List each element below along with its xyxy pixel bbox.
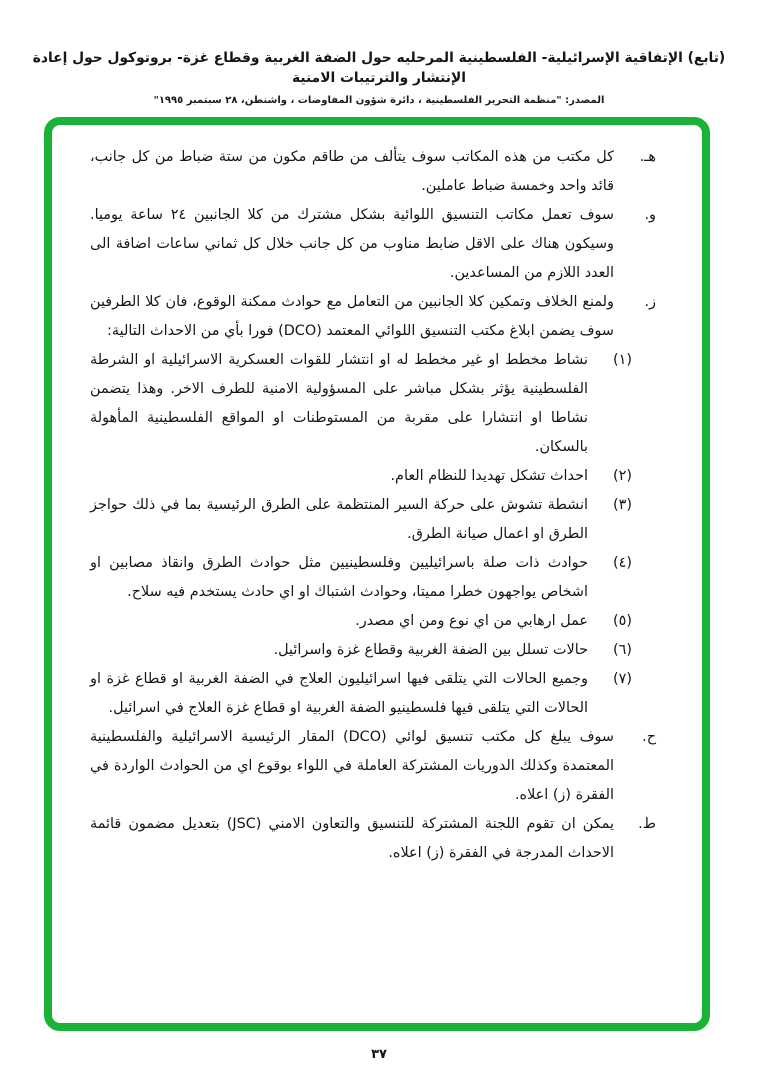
- item-marker: ز.: [644, 294, 656, 310]
- page-title: (تابع) الإتفاقية الإسرائيلية- الفلسطينية المرحليه حول الضفة الغربية وقطاع غزة- بروتوكول حول إعادة الإنتشار والترتيبات الامنية: [32, 50, 726, 86]
- item-text: ولمنع الخلاف وتمكين كلا الجانبين من التعامل مع حوادث ممكنة الوقوع، فان كلا الطرفين سوف يضمن ابلاغ مكتب التنسيق اللوائي المعتمد (DCO) فورا بأي من الاحداث التالية:: [90, 294, 614, 339]
- list-item: [90, 491, 656, 549]
- item-text: حالات تسلل بين الضفة الغربية وقطاع غزة واسرائيل.: [273, 642, 588, 658]
- list-item: [90, 462, 656, 491]
- item-marker: (٤): [613, 555, 632, 571]
- item-marker: (٢): [613, 468, 632, 484]
- item-marker: ح.: [642, 729, 656, 745]
- item-marker: (٧): [613, 671, 632, 687]
- item-text: سوف تعمل مكاتب التنسيق اللوائية بشكل مشترك من كلا الجانبين ٢٤ ساعة يوميا. وسيكون هناك على الاقل ضابط مناوب من كل جانب خلال كل ثماني ساعات اضافة الى العدد اللازم من المساعدين.: [90, 207, 614, 281]
- item-text: انشطة تشوش على حركة السير المنتظمة على الطرق الرئيسية بما في ذلك حواجز الطرق او اعمال صيانة الطرق.: [90, 497, 588, 542]
- page-number: ٣٧: [371, 1047, 387, 1062]
- item-marker: هـ.: [639, 149, 656, 165]
- item-text: نشاط مخطط او غير مخطط له او انتشار للقوات العسكرية الاسرائيلية او الشرطة الفلسطينية يؤثر بشكل مباشر على المسؤولية الامنية للطرف الاخر. وهذا يتضمن نشاطا او انتشارا على مقربة من المستوطنات او المواقع الفلسطينية المأهولة بالسكان.: [90, 352, 588, 455]
- source-line: المصدر: "منظمة التحرير الفلسطينية ، دائرة شؤون المفاوضات ، واشنطن، ٢٨ سبتمبر ١٩٩٥": [153, 95, 605, 106]
- list-item: [90, 723, 656, 810]
- list-item: [90, 143, 656, 201]
- item-marker: ط.: [638, 816, 656, 832]
- item-marker: (٣): [613, 497, 632, 513]
- item-marker: (١): [613, 352, 632, 368]
- item-text: حوادث ذات صلة باسرائيليين وفلسطينيين مثل حوادث الطرق وانقاذ مصابين او اشخاص يواجهون خطرا مميتا، وحوادث اشتباك او اي حادث يستخدم فيه سلاح.: [90, 555, 588, 600]
- list-item: [90, 201, 656, 288]
- item-text: عمل ارهابي من اي نوع ومن اي مصدر.: [355, 613, 588, 629]
- list-item: [90, 607, 656, 636]
- item-text: احداث تشكل تهديدا للنظام العام.: [390, 468, 588, 484]
- item-marker: و.: [644, 207, 656, 223]
- list-item: [90, 549, 656, 607]
- list-item: [90, 346, 656, 462]
- document-header: [0, 0, 758, 106]
- item-text: كل مكتب من هذه المكاتب سوف يتألف من طاقم مكون من ستة ضباط من كل جانب، قائد واحد وخمسة ضباط عاملين.: [90, 149, 614, 194]
- item-marker: (٥): [613, 613, 632, 629]
- item-text: سوف يبلغ كل مكتب تنسيق لوائي (DCO) المقار الرئيسية الاسرائيلية والفلسطينية المعتمدة وكذلك الدوريات المشتركة العاملة في اللواء بوقوع اي من الحوادث الواردة في الفقرة (ز) اعلاه.: [90, 729, 614, 803]
- body-list: [52, 125, 702, 868]
- list-item: [90, 288, 656, 346]
- item-marker: (٦): [613, 642, 632, 658]
- item-text: يمكن ان تقوم اللجنة المشتركة للتنسيق والتعاون الامني (JSC) بتعديل مضمون قائمة الاحداث المدرجة في الفقرة (ز) اعلاه.: [90, 816, 614, 861]
- list-item: [90, 810, 656, 868]
- list-item: [90, 665, 656, 723]
- content-border-box: [44, 117, 710, 1031]
- list-item: [90, 636, 656, 665]
- item-text: وجميع الحالات التي يتلقى فيها اسرائيليون العلاج في الضفة الغربية او قطاع غزة او الحالات التي يتلقى فيها فلسطينيو الضفة الغربية او قطاع غزة العلاج في اسرائيل.: [90, 671, 588, 716]
